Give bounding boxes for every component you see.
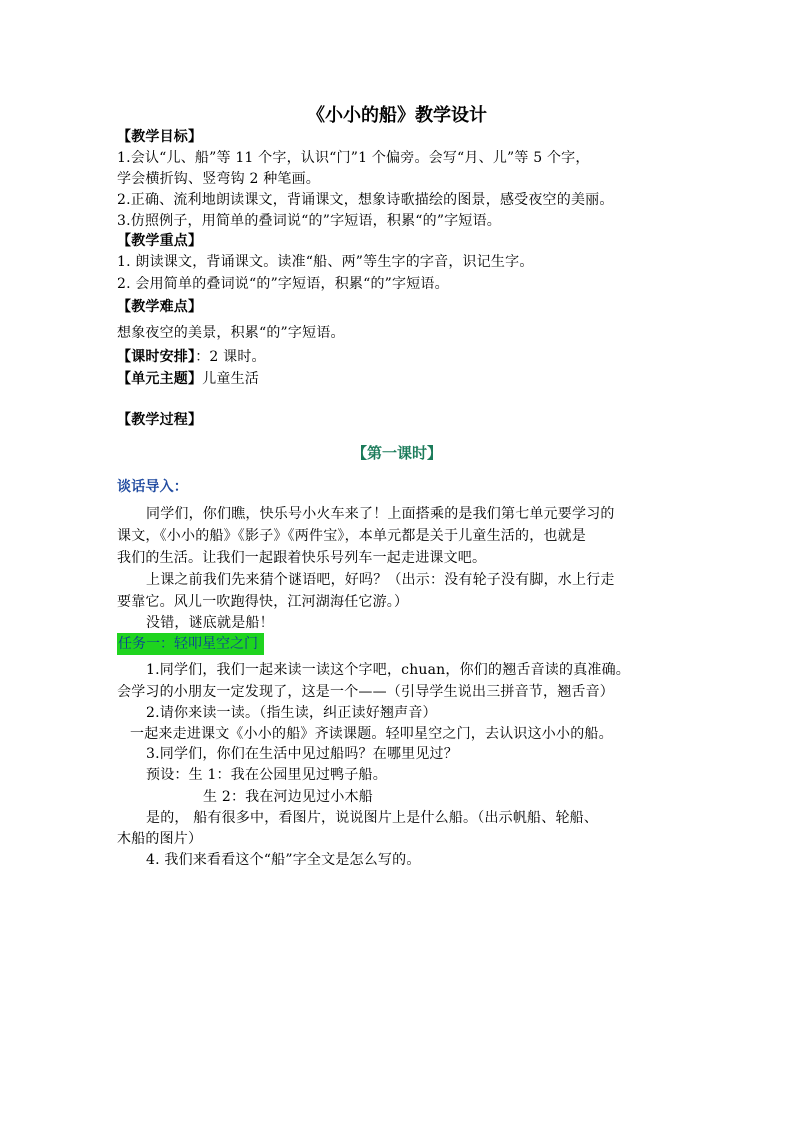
intro-line: 要靠它。风儿一吹跑得快，江河湖海任它游。）	[117, 594, 409, 610]
unit-theme-value: 儿童生活	[202, 371, 260, 387]
intro-line: 没错，谜底就是船！	[146, 615, 274, 631]
unit-theme-heading: 【单元主题】	[117, 371, 203, 387]
task1-line: 一起来走进课文《小小的船》齐读课题。轻叩星空之门，去认识这小小的船。	[130, 726, 613, 742]
difficulties-heading: 【教学难点】	[117, 299, 203, 315]
objectives-line: 2.正确、流利地朗读课文，背诵课文，想象诗歌描绘的图景，感受夜空的美丽。	[117, 192, 614, 208]
unit-theme-line	[117, 369, 259, 389]
lesson-heading: 【第一课时】	[351, 444, 442, 462]
task1-line: 预设：生 1：我在公园里见过鸭子船。	[146, 767, 387, 783]
task1-line: 1.同学们，我们一起来读一读这个字吧，chuan，你们的翘舌音读的真准确。	[146, 662, 630, 678]
intro-line: 我们的生活。让我们一起跟着快乐号列车一起走进课文吧。	[117, 550, 487, 566]
objectives-line: 1.会认“儿、船”等 11 个字，认识“门”1 个偏旁。会写“月、儿”等 5 个字，	[117, 150, 590, 166]
task1-line: 4. 我们来看看这个“船”字全文是怎么写的。	[146, 852, 421, 868]
task1-line: 3.同学们，你们在生活中见过船吗？在哪里见过？	[146, 746, 458, 762]
task1-line: 会学习的小朋友一定发现了，这是一个——（引导学生说出三拼音节，翘舌音）	[117, 684, 614, 700]
intro-line: 同学们，你们瞧，快乐号小火车来了！上面搭乘的是我们第七单元要学习的	[146, 506, 615, 522]
task1-line: 木船的图片）	[117, 831, 203, 847]
schedule-heading: 【课时安排】	[117, 349, 196, 365]
key-points-heading: 【教学重点】	[117, 233, 203, 249]
objectives-line: 学会横折钩、竖弯钩 2 种笔画。	[117, 171, 321, 187]
objectives-line: 3.仿照例子，用简单的叠词说“的”字短语，积累“的”字短语。	[117, 213, 501, 229]
task1-line: 是的， 船有很多中，看图片，说说图片上是什么船。（出示帆船、轮船、	[146, 810, 599, 826]
intro-line: 课文，《小小的船》《影子》《两件宝》，本单元都是关于儿童生活的，也就是	[117, 528, 586, 544]
process-heading: 【教学过程】	[117, 412, 203, 428]
intro-heading: 谈话导入：	[117, 479, 188, 495]
task1-line: 生 2：我在河边见过小木船	[203, 789, 373, 805]
schedule-line	[117, 347, 266, 367]
difficulties-line: 想象夜空的美景，积累“的”字短语。	[117, 325, 345, 341]
schedule-value: ：2 课时。	[195, 349, 266, 365]
task1-line: 2.请你来读一读。（指生读，纠正读好翘声音）	[146, 705, 437, 721]
key-points-line: 1. 朗读课文，背诵课文。读准“船、两”等生字的字音，识记生字。	[117, 254, 534, 270]
intro-line: 上课之前我们先来猜个谜语吧，好吗？（出示：没有轮子没有脚，水上行走	[146, 572, 615, 588]
document-title: 《小小的船》教学设计	[307, 105, 487, 126]
objectives-heading: 【教学目标】	[117, 129, 203, 145]
key-points-line: 2. 会用简单的叠词说“的”字短语，积累“的”字短语。	[117, 276, 449, 292]
task1-heading: 任务一：轻叩星空之门	[117, 633, 264, 655]
